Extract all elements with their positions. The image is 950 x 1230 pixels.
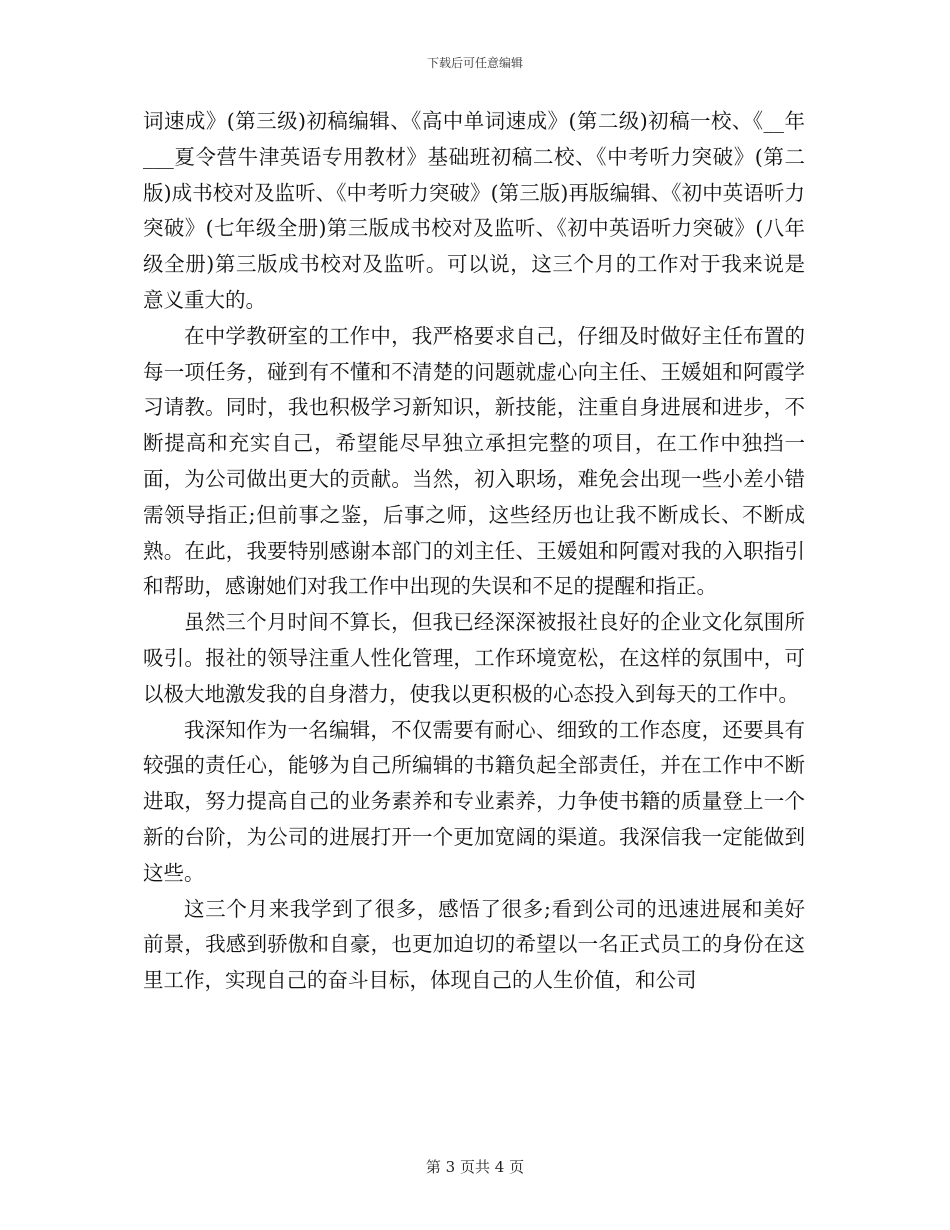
paragraph-4: 我深知作为一名编辑，不仅需要有耐心、细致的工作态度，还要具有较强的责任心，能够为自己所编辑的书籍负起全部责任，并在工作中不断进取，努力提高自己的业务素养和专业素养，力争使书籍的质量登上一个新的台阶，为公司的进展打开一个更加宽阔的渠道。我深信我一定能做到这些。 (143, 717, 805, 885)
document-body (143, 104, 805, 999)
paragraph-2: 在中学教研室的工作中，我严格要求自己，仔细及时做好主任布置的每一项任务，碰到有不懂和不清楚的问题就虚心向主任、王媛姐和阿霞学习请教。同时，我也积极学习新知识，新技能，注重自身进展和进步，不断提高和充实自己，希望能尽早独立承担完整的项目，在工作中独挡一面，为公司做出更大的贡献。当然，初入职场，难免会出现一些小差小错需领导指正;但前事之鉴，后事之师，这些经历也让我不断成长、不断成熟。在此，我要特别感谢本部门的刘主任、王媛姐和阿霞对我的入职指引和帮助，感谢她们对我工作中出现的失误和不足的提醒和指正。 (143, 323, 805, 599)
paragraph-3: 虽然三个月时间不算长，但我已经深深被报社良好的企业文化氛围所吸引。报社的领导注重人性化管理，工作环境宽松，在这样的氛围中，可以极大地激发我的自身潜力，使我以更积极的心态投入到每天的工作中。 (143, 610, 805, 706)
paragraph-5: 这三个月来我学到了很多，感悟了很多;看到公司的迅速进展和美好前景，我感到骄傲和自豪，也更加迫切的希望以一名正式员工的身份在这里工作，实现自己的奋斗目标，体现自己的人生价值，和公司 (143, 896, 805, 993)
paragraph-1: 词速成》(第三级)初稿编辑、《高中单词速成》(第二级)初稿一校、《__年___夏令营牛津英语专用教材》基础班初稿二校、《中考听力突破》(第二版)成书校对及监听、《中考听力突破》(第三版)再版编辑、《初中英语听力突破》(七年级全册)第三版成书校对及监听、《初中英语听力突破》(八年级全册)第三版成书校对及监听。可以说，这三个月的工作对于我来说是意义重大的。 (143, 109, 805, 312)
page-header-note: 下载后可任意编辑 (426, 56, 523, 70)
page-number-footer: 第 3 页共 4 页 (425, 1158, 525, 1176)
